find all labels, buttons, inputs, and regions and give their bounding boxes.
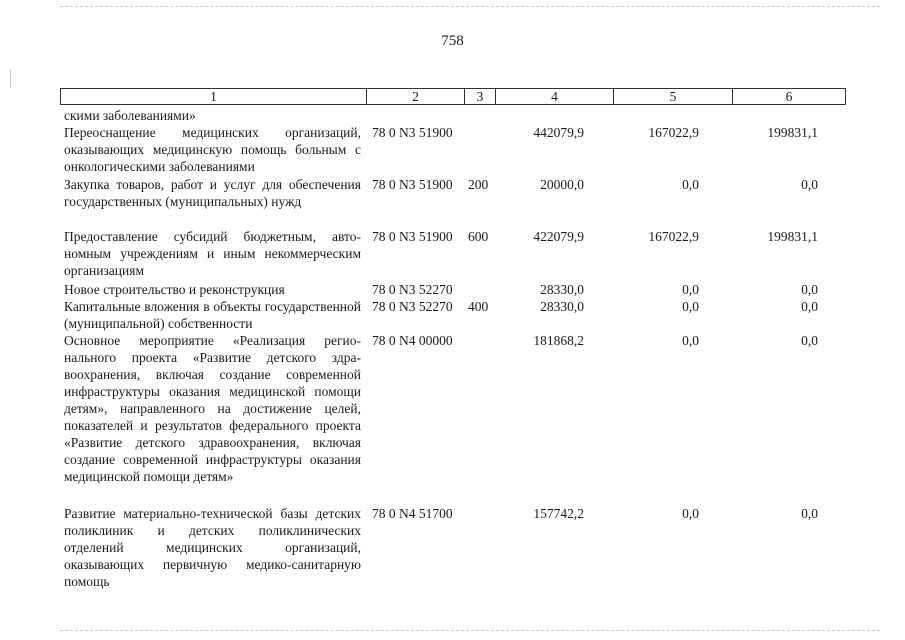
row-value-3: 199831,1 bbox=[767, 125, 818, 140]
header-col-6: 6 bbox=[785, 89, 793, 104]
scan-mark-left bbox=[10, 70, 11, 88]
row-value-2: 0,0 bbox=[682, 333, 699, 348]
row-value-2: 0,0 bbox=[682, 177, 699, 192]
row-value-3: 0,0 bbox=[801, 177, 818, 192]
row-value-1: 28330,0 bbox=[540, 282, 584, 297]
row-value-1: 442079,9 bbox=[533, 125, 584, 140]
row-value-3: 0,0 bbox=[801, 506, 818, 521]
header-col-1: 1 bbox=[61, 89, 367, 104]
scan-edge-top bbox=[60, 6, 880, 8]
row-code: 78 0 N3 52270 bbox=[372, 299, 453, 314]
row-value-3: 199831,1 bbox=[767, 229, 818, 244]
row-name: Переоснащение медицинских организаций, оказывающих медицинскую помощь больным с онкологическими заболеваниями bbox=[64, 125, 361, 174]
row-type: 200 bbox=[468, 177, 489, 192]
row-code: 78 0 N3 51900 bbox=[372, 177, 453, 192]
row-value-1: 422079,9 bbox=[533, 229, 584, 244]
row-code: 78 0 N3 51900 bbox=[372, 229, 453, 244]
table-header bbox=[60, 88, 846, 105]
row-value-1: 157742,2 bbox=[533, 506, 584, 521]
scan-edge-bottom bbox=[60, 630, 880, 632]
row-name: Развитие материально-технической базы детских поликлиник и детских поликлинических отделений медицинских организаций, оказывающих первичную медико-санитарную помощь bbox=[64, 506, 361, 589]
row-value-1: 181868,2 bbox=[533, 333, 584, 348]
header-col-4: 4 bbox=[496, 89, 614, 104]
row-name: Закупка товаров, работ и услуг для обеспечения государственных (муниципальных) нужд bbox=[64, 177, 361, 209]
row-name: Основное мероприятие «Реализация регионального проекта «Развитие детского здравоохранения, включая создание современной инфраструктуры оказания медицинской помощи детям», направленного на достижение целей, показателей и результатов федерального проекта «Развитие детского здравоохранения, включая создание современной инфраструктуры оказания медицинской помощи детям» bbox=[64, 333, 361, 484]
header-col-2: 2 bbox=[367, 89, 465, 104]
row-value-2: 0,0 bbox=[682, 506, 699, 521]
row-code: 78 0 N4 51700 bbox=[372, 506, 453, 521]
row-code: 78 0 N3 52270 bbox=[372, 282, 453, 297]
row-code: 78 0 N3 51900 bbox=[372, 125, 453, 140]
row-type: 400 bbox=[468, 299, 489, 314]
row-name: Новое строительство и реконструкция bbox=[64, 282, 285, 297]
row-value-2: 167022,9 bbox=[648, 229, 699, 244]
row-value-2: 0,0 bbox=[682, 299, 699, 314]
row-type: 600 bbox=[468, 229, 489, 244]
row-value-3: 0,0 bbox=[801, 299, 818, 314]
row-name: скими заболеваниями» bbox=[64, 108, 196, 123]
row-value-2: 0,0 bbox=[682, 282, 699, 297]
page-number: 758 bbox=[441, 33, 464, 49]
row-value-2: 167022,9 bbox=[648, 125, 699, 140]
row-value-3: 0,0 bbox=[801, 282, 818, 297]
header-col-5: 5 bbox=[614, 89, 733, 104]
row-value-1: 28330,0 bbox=[540, 299, 584, 314]
row-name: Предоставление субсидий бюджетным, автономным учреждениям и иным некоммерческим организациям bbox=[64, 229, 361, 278]
row-name: Капитальные вложения в объекты государственной (муниципальной) собственности bbox=[64, 299, 361, 331]
header-col-3: 3 bbox=[465, 89, 496, 104]
row-value-3: 0,0 bbox=[801, 333, 818, 348]
row-value-1: 20000,0 bbox=[540, 177, 584, 192]
row-code: 78 0 N4 00000 bbox=[372, 333, 453, 348]
